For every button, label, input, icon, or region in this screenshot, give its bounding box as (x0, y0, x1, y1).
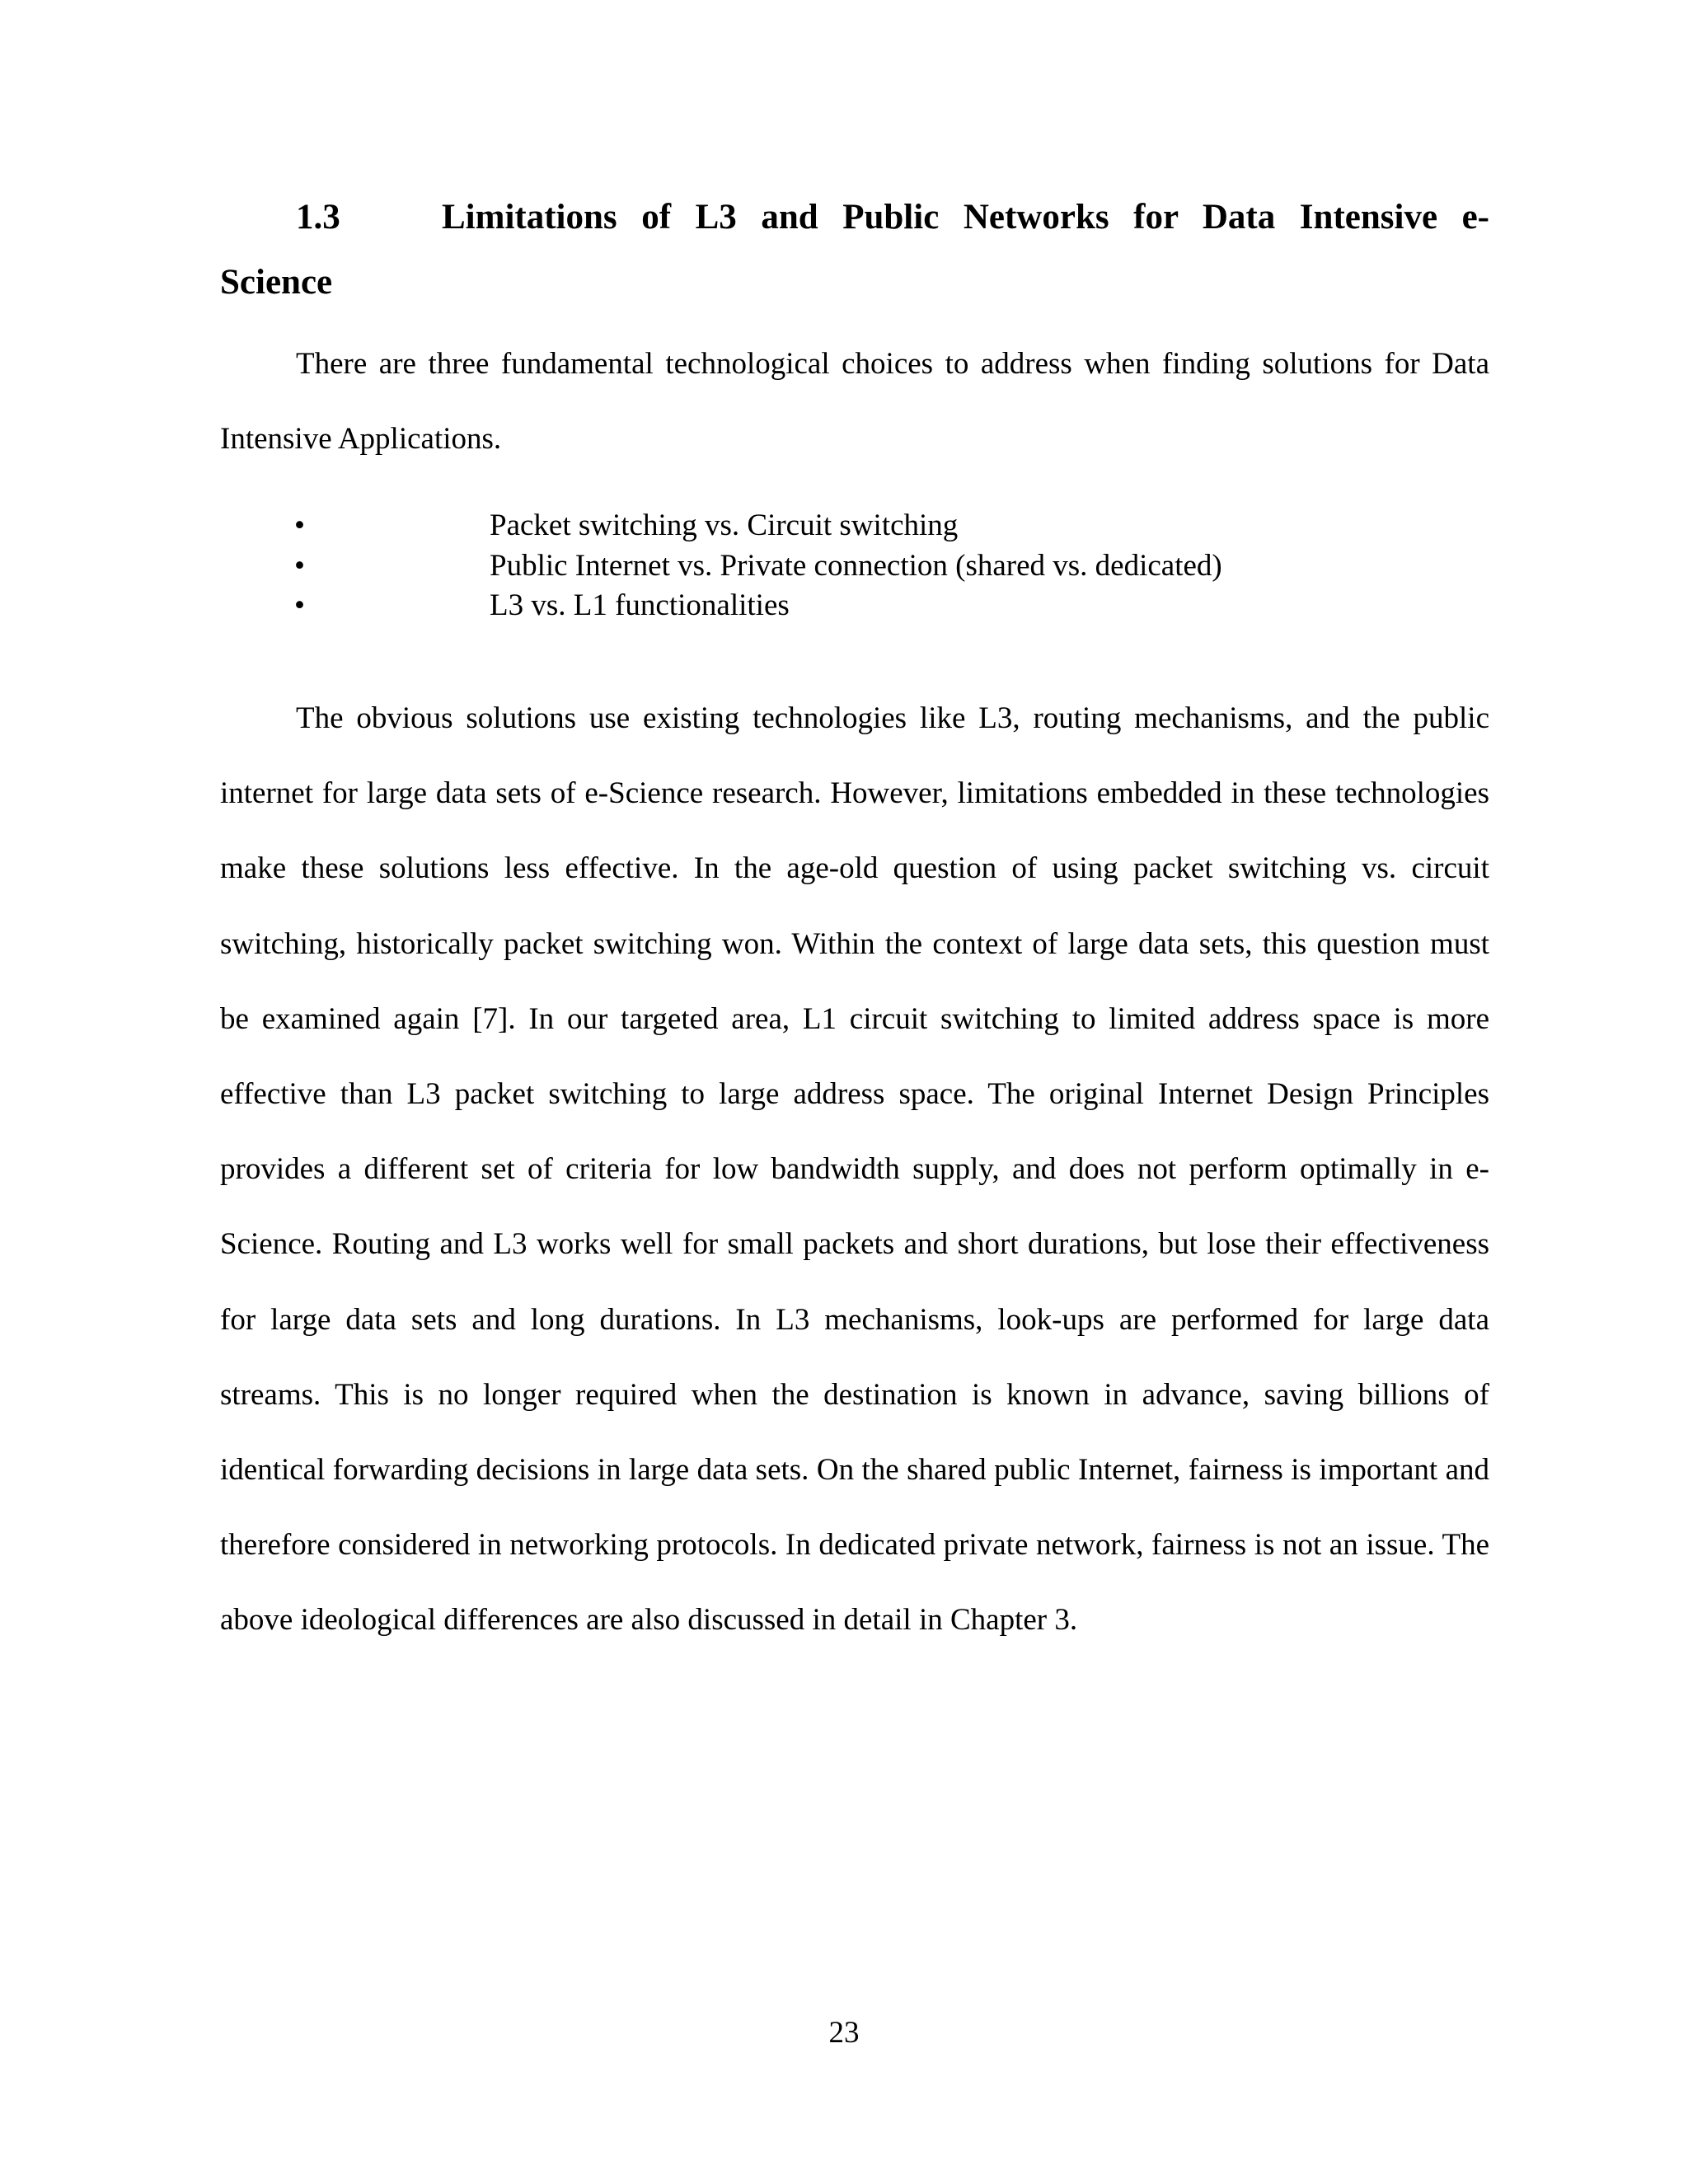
section-number: 1.3 (296, 198, 340, 237)
bullet-icon: • (294, 588, 305, 622)
body-paragraph-text: The obvious solutions use existing technologies like L3, routing mechanisms, and the public internet for large data sets of e-Science research. However, limitations embedded in these technologies make these solutions less effective. In the age-old question of using packet switching vs. circuit switching, historically packet switching won. Within the context of large data sets, this question must be examined again [7]. In our targeted area, L1 circuit switching to limited address space is more effective than L3 packet switching to large address space. The original Internet Design Principles provides a different set of criteria for low bandwidth supply, and does not perform optimally in e-Science. Routing and L3 works well for small packets and short durations, but lose their effectiveness for large data sets and long durations. In L3 mechanisms, look-ups are performed for large data streams. This is no longer required when the destination is known in advance, saving billions of identical forwarding decisions in large data sets. On the shared public Internet, fairness is important and therefore considered in networking protocols. In dedicated private network, fairness is not an issue. The above ideological differences are also discussed in detail in Chapter 3. (220, 701, 1489, 1638)
intro-paragraph (220, 326, 1489, 476)
list-item-text: L3 vs. L1 functionalities (490, 588, 790, 622)
section-heading-line1 (220, 185, 1489, 250)
list-item-text: Packet switching vs. Circuit switching (490, 509, 959, 542)
intro-paragraph-text: There are three fundamental technological choices to address when finding solutions for Data Intensive Applications. (220, 347, 1489, 457)
section-heading (220, 185, 1489, 315)
bullet-list (220, 506, 1489, 626)
list-item (220, 506, 1489, 546)
list-item (220, 546, 1489, 587)
page-number: 23 (828, 2016, 860, 2050)
section-title-line2: Science (220, 263, 333, 302)
bullet-icon: • (294, 548, 305, 583)
bullet-icon: • (294, 509, 305, 542)
list-item-text: Public Internet vs. Private connection (shared vs. dedicated) (490, 548, 1222, 583)
section-title-line1: Limitations of L3 and Public Networks for Data Intensive e- (442, 198, 1489, 237)
list-item (220, 586, 1489, 626)
body-paragraph (220, 681, 1489, 1658)
